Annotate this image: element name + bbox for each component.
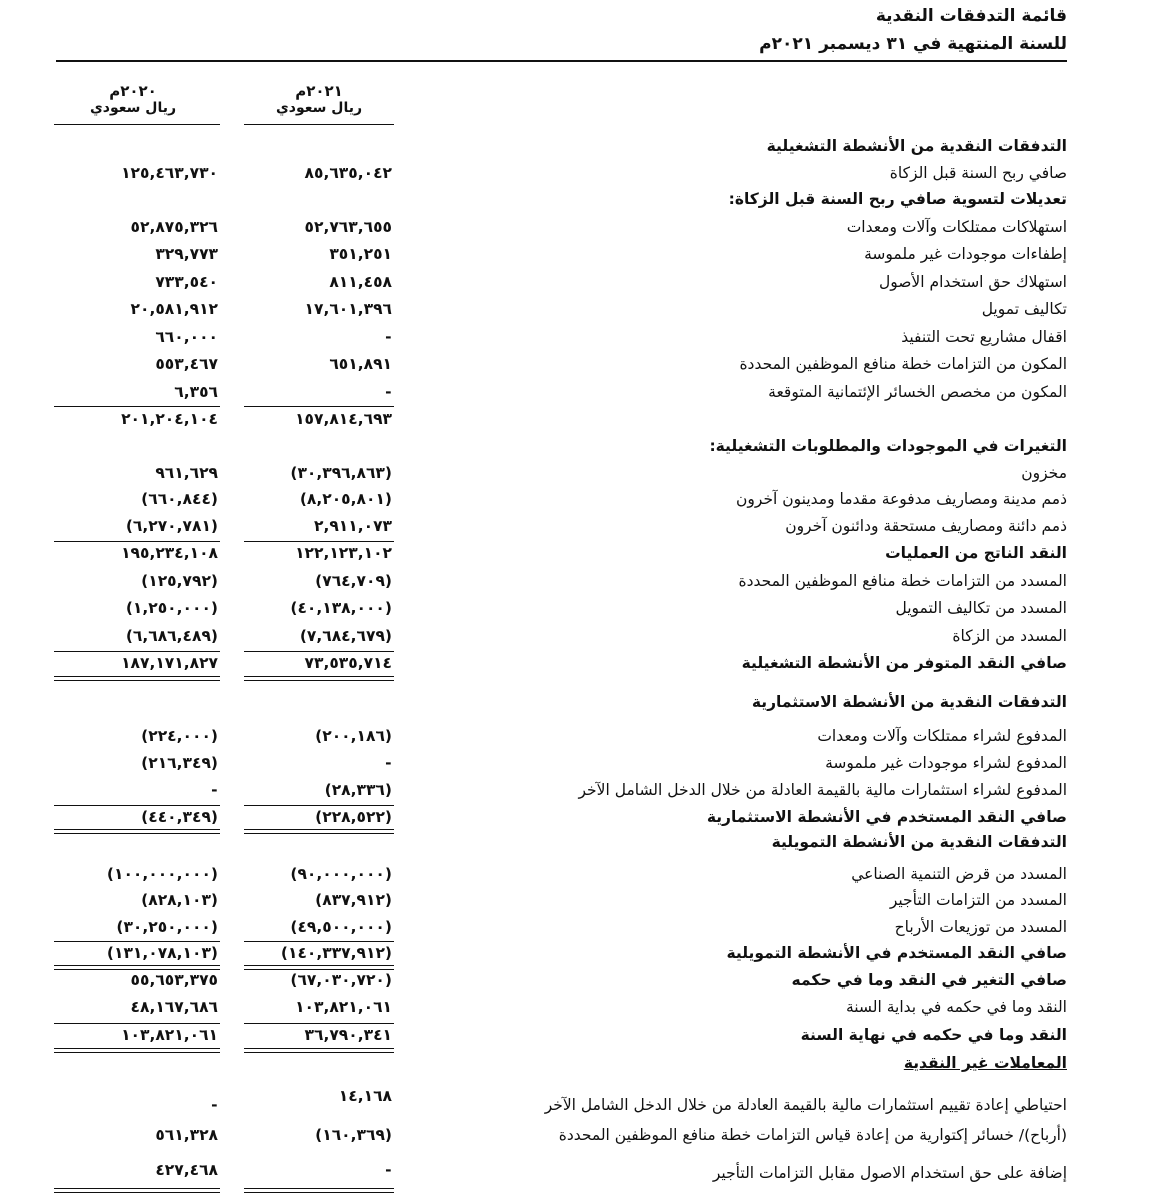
value-2021: (٨,٢٠٥,٨٠١) xyxy=(299,490,392,508)
row-label: تكاليف تمويل xyxy=(981,300,1067,318)
value-2021: (٢٢٨,٥٢٢) xyxy=(315,808,392,826)
table-row xyxy=(0,624,1149,651)
column-currency-2020: ريال سعودي xyxy=(89,100,177,116)
row-label: التدفقات النقدية من الأنشطة الاستثمارية xyxy=(751,693,1067,711)
value-2020: - xyxy=(211,781,218,799)
value-2021: (٤٩,٥٠٠,٠٠٠) xyxy=(290,918,392,936)
table-row xyxy=(0,297,1149,324)
column-header-rule-2020 xyxy=(54,124,220,125)
row-label: استهلاك حق استخدام الأصول xyxy=(878,273,1067,291)
subheading-adjustments xyxy=(0,187,1149,214)
value-2020: ٩٦١,٦٢٩ xyxy=(155,464,218,482)
value-2020: ٧٣٣,٥٤٠ xyxy=(155,273,218,291)
row-label: إضافة على حق استخدام الاصول مقابل التزامات التأجير xyxy=(712,1164,1067,1182)
table-row xyxy=(0,270,1149,297)
value-2021: ٧٣,٥٣٥,٧١٤ xyxy=(304,654,392,672)
table-row xyxy=(0,487,1149,514)
value-2021: (٤٠,١٣٨,٠٠٠) xyxy=(290,599,392,617)
value-2020: ٣٢٩,٧٧٣ xyxy=(155,245,218,263)
section-heading-noncash xyxy=(0,1051,1149,1078)
value-2021: ٦٥١,٨٩١ xyxy=(329,355,392,373)
value-2020: ٥٦١,٣٢٨ xyxy=(155,1126,218,1144)
value-2021: (١٤٠,٣٣٧,٩١٢) xyxy=(280,944,392,962)
value-2020: (٦,٢٧٠,٧٨١) xyxy=(125,517,218,535)
value-2020: ٦,٣٥٦ xyxy=(174,383,218,401)
section-heading-financing xyxy=(0,830,1149,857)
table-row xyxy=(0,352,1149,379)
total-row-investing xyxy=(0,805,1149,832)
row-label: تعديلات لتسوية صافي ربح السنة قبل الزكاة: xyxy=(728,190,1067,208)
column-header-rule-2021 xyxy=(244,124,394,125)
value-2020: ٤٨,١٦٧,٦٨٦ xyxy=(130,998,218,1016)
value-2021: ١٥٧,٨١٤,٦٩٣ xyxy=(295,410,392,428)
value-2020: ٥٢,٨٧٥,٣٢٦ xyxy=(130,218,218,236)
row-label: صافي النقد المتوفر من الأنشطة التشغيلية xyxy=(741,654,1067,672)
table-row xyxy=(0,1158,1149,1185)
column-year-2020: ٢٠٢٠م xyxy=(109,82,157,100)
row-label: إطفاءات موجودات غير ملموسة xyxy=(864,245,1067,263)
table-row xyxy=(0,1123,1149,1150)
value-2020: (٨٢٨,١٠٣) xyxy=(141,891,218,909)
value-2021: - xyxy=(385,328,392,346)
total-row-operating xyxy=(0,651,1149,678)
value-2021: ١٢٢,١٢٣,١٠٢ xyxy=(295,544,392,562)
row-label: صافي النقد المستخدم في الأنشطة الاستثمارية xyxy=(706,808,1067,826)
row-label: المسدد من التزامات خطة منافع الموظفين المحددة xyxy=(738,572,1067,590)
value-2021: - xyxy=(385,754,392,772)
value-2020: - xyxy=(211,1096,218,1114)
table-row xyxy=(0,380,1149,407)
value-2021: ١٠٣,٨٢١,٠٦١ xyxy=(295,998,392,1016)
row-label: ذمم دائنة ومصاريف مستحقة ودائنون آخرون xyxy=(785,517,1067,535)
value-2020: (١٠٠,٠٠٠,٠٠٠) xyxy=(106,865,218,883)
value-2021: (٣٠,٣٩٦,٨٦٣) xyxy=(290,464,392,482)
total-double-rule-2021 xyxy=(244,1188,394,1193)
value-2020: ٥٥,٦٥٣,٣٧٥ xyxy=(130,971,218,989)
row-label: اقفال مشاريع تحت التنفيذ xyxy=(901,328,1067,346)
column-year-2021: ٢٠٢١م xyxy=(295,82,343,100)
table-row xyxy=(0,778,1149,805)
column-currency-2021: ريال سعودي xyxy=(275,100,363,116)
total-double-rule-2021 xyxy=(244,676,394,681)
value-2020: ١٠٣,٨٢١,٠٦١ xyxy=(121,1026,218,1044)
value-2021: - xyxy=(385,1161,392,1179)
value-2021: (٢٠٠,١٨٦) xyxy=(315,727,392,745)
total-double-rule-2020 xyxy=(54,676,220,681)
row-label: المسدد من الزكاة xyxy=(952,627,1067,645)
value-2020: (١٢٥,٧٩٢) xyxy=(141,572,218,590)
value-2021: ٨٥,٦٣٥,٠٤٢ xyxy=(304,164,392,182)
value-2021: (٧٦٤,٧٠٩) xyxy=(315,572,392,590)
value-2021: ٢,٩١١,٠٧٣ xyxy=(314,517,392,535)
value-2021: (١٦٠,٣٦٩) xyxy=(315,1126,392,1144)
row-label: احتياطي إعادة تقييم استثمارات مالية بالقيمة العادلة من خلال الدخل الشامل الآخر xyxy=(544,1096,1067,1114)
value-2021: (٩٠,٠٠٠,٠٠٠) xyxy=(290,865,392,883)
value-2020: ٤٢٧,٤٦٨ xyxy=(155,1161,218,1179)
table-row xyxy=(0,541,1149,568)
row-label: صافي النقد المستخدم في الأنشطة التمويلية xyxy=(726,944,1067,962)
row-label: النقد وما في حكمه في نهاية السنة xyxy=(800,1026,1067,1044)
value-2020: (١,٢٥٠,٠٠٠) xyxy=(125,599,218,617)
table-row xyxy=(0,596,1149,623)
value-2020: ١٩٥,٢٣٤,١٠٨ xyxy=(121,544,218,562)
total-row-financing xyxy=(0,941,1149,968)
section-heading-operating xyxy=(0,134,1149,161)
value-2021: ٣٥١,٢٥١ xyxy=(329,245,392,263)
table-row xyxy=(0,915,1149,942)
value-2020: ٢٠١,٢٠٤,١٠٤ xyxy=(121,410,218,428)
value-2021: ٣٦,٧٩٠,٣٤١ xyxy=(304,1026,392,1044)
value-2021: ١٧,٦٠١,٣٩٦ xyxy=(304,300,392,318)
row-label: النقد وما في حكمه في بداية السنة xyxy=(845,998,1067,1016)
value-2021: (٨٣٧,٩١٢) xyxy=(315,891,392,909)
table-row xyxy=(0,724,1149,751)
value-2020: ٥٥٣,٤٦٧ xyxy=(155,355,218,373)
table-row xyxy=(0,751,1149,778)
total-double-rule-2020 xyxy=(54,1188,220,1193)
table-row xyxy=(0,888,1149,915)
table-row xyxy=(0,862,1149,889)
row-label: المسدد من قرض التنمية الصناعي xyxy=(851,865,1067,883)
value-2020: (٤٤٠,٣٤٩) xyxy=(141,808,218,826)
value-2020: ١٨٧,١٧١,٨٢٧ xyxy=(121,654,218,672)
row-label: المدفوع لشراء استثمارات مالية بالقيمة العادلة من خلال الدخل الشامل الآخر xyxy=(578,781,1067,799)
row-label: (أرباح)/ خسائر إكتوارية من إعادة قياس التزامات خطة منافع الموظفين المحددة xyxy=(558,1126,1067,1144)
table-row xyxy=(0,995,1149,1022)
row-label: صافي ربح السنة قبل الزكاة xyxy=(889,164,1067,182)
value-2020: (٦٦٠,٨٤٤) xyxy=(141,490,218,508)
value-2021: ١٤,١٦٨ xyxy=(338,1087,392,1105)
row-label: التغيرات في الموجودات والمطلوبات التشغيلية: xyxy=(709,437,1067,455)
row-label: المسدد من تكاليف التمويل xyxy=(895,599,1067,617)
table-row xyxy=(0,569,1149,596)
section-heading-investing xyxy=(0,690,1149,717)
row-label: ذمم مدينة ومصاريف مدفوعة مقدما ومدينون آخرون xyxy=(736,490,1067,508)
row-label: المعاملات غير النقدية xyxy=(903,1054,1067,1072)
table-row xyxy=(0,242,1149,269)
row-label: المكون من التزامات خطة منافع الموظفين المحددة xyxy=(739,355,1067,373)
statement-period: للسنة المنتهية في ٣١ ديسمبر ٢٠٢١م xyxy=(759,34,1067,54)
value-2020: (٦,٦٨٦,٤٨٩) xyxy=(125,627,218,645)
row-label: المكون من مخصص الخسائر الإئتمانية المتوقعة xyxy=(768,383,1067,401)
row-label: المدفوع لشراء ممتلكات وآلات ومعدات xyxy=(817,727,1067,745)
subheading-working-capital xyxy=(0,434,1149,461)
row-label: المدفوع لشراء موجودات غير ملموسة xyxy=(825,754,1067,772)
row-label: استهلاكات ممتلكات وآلات ومعدات xyxy=(846,218,1067,236)
statement-title: قائمة التدفقات النقدية xyxy=(875,6,1067,26)
value-2021: ٥٢,٧٦٣,٦٥٥ xyxy=(304,218,392,236)
table-row xyxy=(0,461,1149,488)
row-label: المسدد من التزامات التأجير xyxy=(889,891,1067,909)
title-underline xyxy=(56,60,1067,62)
value-2020: ٢٠,٥٨١,٩١٢ xyxy=(130,300,218,318)
table-row xyxy=(0,968,1149,995)
value-2020: (٢٢٤,٠٠٠) xyxy=(141,727,218,745)
column-header-2020 xyxy=(58,82,208,116)
table-row xyxy=(0,215,1149,242)
value-2021: (٧,٦٨٤,٦٧٩) xyxy=(299,627,392,645)
subtotal-row xyxy=(0,407,1149,434)
row-label: التدفقات النقدية من الأنشطة التشغيلية xyxy=(766,137,1067,155)
value-2020: ٦٦٠,٠٠٠ xyxy=(155,328,218,346)
value-2021: (٢٨,٣٣٦) xyxy=(324,781,392,799)
row-label: صافي التغير في النقد وما في حكمه xyxy=(791,971,1067,989)
row-label: النقد الناتج من العمليات xyxy=(885,544,1067,562)
value-2020: ١٢٥,٤٦٣,٧٣٠ xyxy=(121,164,218,182)
table-row xyxy=(0,325,1149,352)
row-label: مخزون xyxy=(1021,464,1067,482)
table-row xyxy=(0,514,1149,541)
total-row-cash-end xyxy=(0,1023,1149,1050)
value-2021: (٦٧,٠٣٠,٧٢٠) xyxy=(290,971,392,989)
value-2021: - xyxy=(385,383,392,401)
table-row xyxy=(0,1087,1149,1120)
column-header-2021 xyxy=(244,82,394,116)
row-label: التدفقات النقدية من الأنشطة التمويلية xyxy=(771,833,1067,851)
row-label: المسدد من توزيعات الأرباح xyxy=(894,918,1067,936)
value-2020: (٣٠,٢٥٠,٠٠٠) xyxy=(116,918,218,936)
table-row xyxy=(0,161,1149,188)
value-2020: (١٣١,٠٧٨,١٠٣) xyxy=(106,944,218,962)
value-2020: (٢١٦,٣٤٩) xyxy=(141,754,218,772)
value-2021: ٨١١,٤٥٨ xyxy=(329,273,392,291)
